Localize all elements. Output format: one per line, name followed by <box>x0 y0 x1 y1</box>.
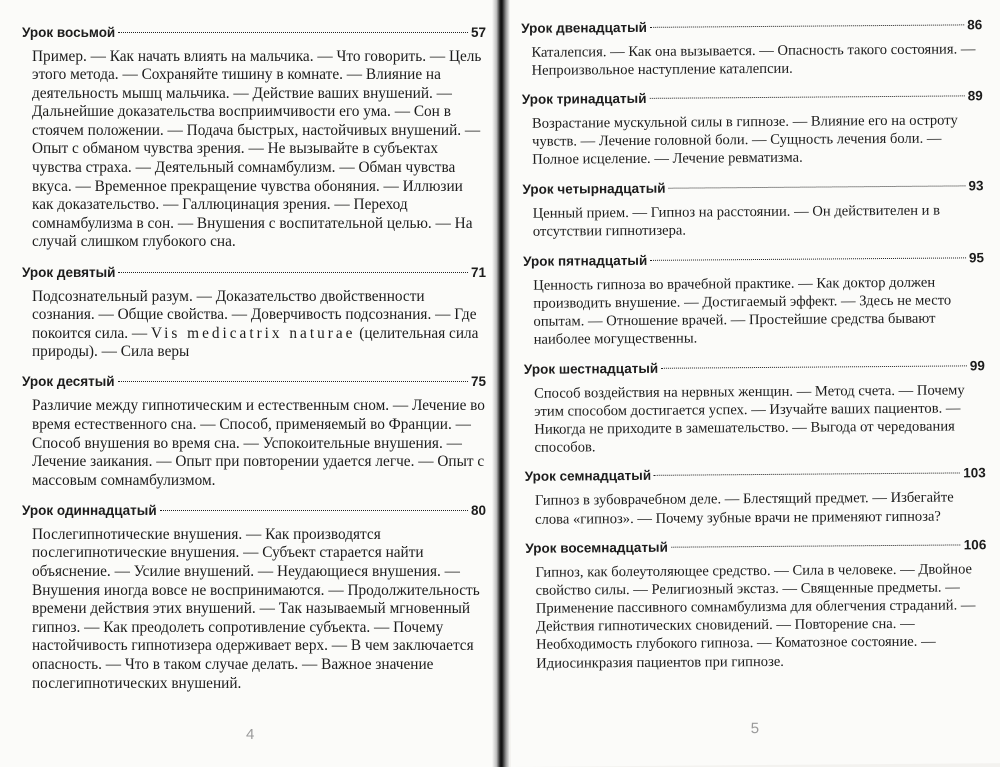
lesson-page-number: 95 <box>968 249 985 266</box>
lesson-title: Урок тринадцатый <box>521 91 647 108</box>
lesson-heading <box>523 247 984 270</box>
lesson-description: Ценность гипноза во врачебной практике. — Как доктор должен производить внушение. — Достигаемый эффект. — Здесь не место опытам. — Отношение врачей. — Простейшие средства бывают наиболее могущественны. <box>533 274 952 348</box>
lesson-description: Гипноз, как болеутоляющее средство. — Сила в человеке. — Двойное свойство силы. — Религиозный экстаз. — Священные предметы. — Применение пассивного сомнамбулизма для облегчения страданий. — Действия гипнотических сновидений. — Повторение сна. — Необходимость глубокого гипноза. — Коматозное состояние. — Идиосинкразия пациентов при гипнозе. <box>535 561 976 672</box>
latin-phrase: Vis medicatrix naturae <box>151 324 356 342</box>
lesson-entry <box>22 262 486 362</box>
leader-dots <box>650 10 964 27</box>
right-page <box>505 0 1000 767</box>
lesson-entry <box>524 355 986 456</box>
leader-dots <box>668 172 965 189</box>
lesson-description: Способ воздействия на нервных женщин. — Метод счета. — Почему этим способом достигается успех. — Изучайте ваших пациентов. — Никогда не приходите в замешательство. — Выгода от чередования способов. <box>534 381 965 456</box>
lesson-entry <box>523 247 985 348</box>
lesson-description: Возрастание мускульной силы в гипнозе. — Влияние его на остроту чувств. — Лечение головной боли. — Сущность лечения боли. — Полное исцеление. — Лечение ревматизма. <box>531 112 958 169</box>
lesson-entry <box>521 14 982 79</box>
lesson-entry <box>22 372 486 490</box>
lesson-title: Урок двенадцатый <box>521 19 648 36</box>
lesson-heading <box>521 14 982 37</box>
lesson-page-number: 93 <box>968 178 984 194</box>
lesson-heading <box>522 86 983 109</box>
lesson-description-part: (целительная сила природы). — Сила веры <box>32 324 479 361</box>
lesson-title: Урок шестнадцатый <box>523 360 659 377</box>
leader-dots <box>118 258 468 273</box>
lesson-entry <box>522 176 983 241</box>
leader-dots <box>661 351 967 368</box>
lesson-page-number: 71 <box>470 264 486 280</box>
page-number: 5 <box>750 720 760 738</box>
lesson-description: Пример. — Как начать влиять на мальчика. — Что говорить. — Цель этого метода. — Сохраняйте тишину в комнате. — Влияние на деятельность мышц мальчика. — Действие ваших внушений. — Дальнейшие доказательства восприимчивости его ума. — Сон в стоячем положении. — Подача быстрых, настойчивых внушений. — Опыт с обманом чувства зрения. — Не вызывайте в субъектах чувства страха. — Деятельный сомнамбулизм. — Обман чувства вкуса. — Временное прекращение чувства обоняния. — Иллюзии как доказательство. — Галлюцинация зрения. — Переход сомнамбулизма в сон. — Внушения с воспитательной целью. — На случай слишком глубокого сна. <box>32 47 482 251</box>
lesson-description-part: Подсознательный разум. — Доказательство двойственности сознания. — Общие свойства. — Доверчивость подсознания. — Где покоится сила. — <box>32 287 477 342</box>
lesson-title: Урок восьмой <box>22 24 116 40</box>
leader-dots <box>671 531 961 548</box>
lesson-page-number: 80 <box>470 502 486 518</box>
lesson-title: Урок семнадцатый <box>524 468 652 485</box>
lesson-page-number: 75 <box>470 374 486 390</box>
lesson-title: Урок восемнадцатый <box>525 539 668 556</box>
lesson-entry <box>22 22 486 252</box>
lesson-entry <box>525 535 987 673</box>
leader-dots <box>118 18 468 33</box>
page-number: 4 <box>246 726 255 743</box>
lesson-page-number: 57 <box>470 24 486 40</box>
leader-dots <box>650 244 966 261</box>
lesson-entry <box>525 463 986 528</box>
lesson-page-number: 89 <box>967 88 983 104</box>
lesson-entry <box>522 86 984 169</box>
lesson-title: Урок девятый <box>22 264 116 280</box>
lesson-heading <box>525 463 986 486</box>
lesson-description: Различие между гипнотическим и естественным сном. — Лечение во время естественного сна. — Способ, применяемый во Франции. — Способ внушения во время сна. — Успокоительные внушения. — Лечение заикания. — Опыт при повторении удается легче. — Опыт с массовым сомнамбулизмом. <box>32 397 485 489</box>
lesson-heading <box>524 355 985 378</box>
lesson-title: Урок десятый <box>22 374 115 390</box>
leader-dots <box>160 496 468 511</box>
lesson-heading <box>22 372 486 392</box>
lesson-heading <box>525 535 986 558</box>
leader-dots <box>654 459 960 476</box>
lesson-page-number: 99 <box>969 357 985 373</box>
lesson-description: Гипноз в зубоврачебном деле. — Блестящий предмет. — Избегайте слова «гипноз». — Почему зубные врачи не применяют гипноза? <box>534 489 954 528</box>
book-gutter <box>492 0 510 767</box>
lesson-description: Каталепсия. — Как она вызывается. — Опасность такого состояния. — Непроизвольное наступление каталепсии. <box>531 40 976 79</box>
lesson-heading <box>22 22 486 42</box>
lesson-page-number: 106 <box>963 537 987 553</box>
lesson-title: Урок одиннадцатый <box>22 502 157 518</box>
lesson-description: Ценный прием. — Гипноз на расстоянии. — Он действителен и в отсутствии гипнотизера. <box>532 202 941 240</box>
lesson-title: Урок пятнадцатый <box>522 252 648 269</box>
lesson-page-number: 86 <box>967 16 983 32</box>
lesson-heading <box>522 176 983 199</box>
lesson-description: Послегипнотические внушения. — Как производятся послегипнотические внушения. — Субъект старается найти объяснение. — Усилие внушений. — Неудающиеся внушения. — Внушения иногда вовсе не воспринимаются. — Продолжительность времени действия этих внушений. — Так называемый мгновенный гипноз. — Как преодолеть сопротивление субъекта. — Почему настойчивость гипнотизера одерживает верх. — В чем заключается опасность. — Что в таком случае делать. — Важное значение послегипнотических внушений. <box>32 525 480 692</box>
lesson-heading <box>22 262 486 282</box>
leader-dots <box>649 82 964 99</box>
lesson-title: Урок четырнадцатый <box>522 180 666 197</box>
lesson-heading <box>22 500 486 520</box>
leader-dots <box>118 368 468 383</box>
lesson-page-number: 103 <box>963 465 986 481</box>
lesson-entry <box>22 500 486 693</box>
lesson-description <box>22 288 486 362</box>
